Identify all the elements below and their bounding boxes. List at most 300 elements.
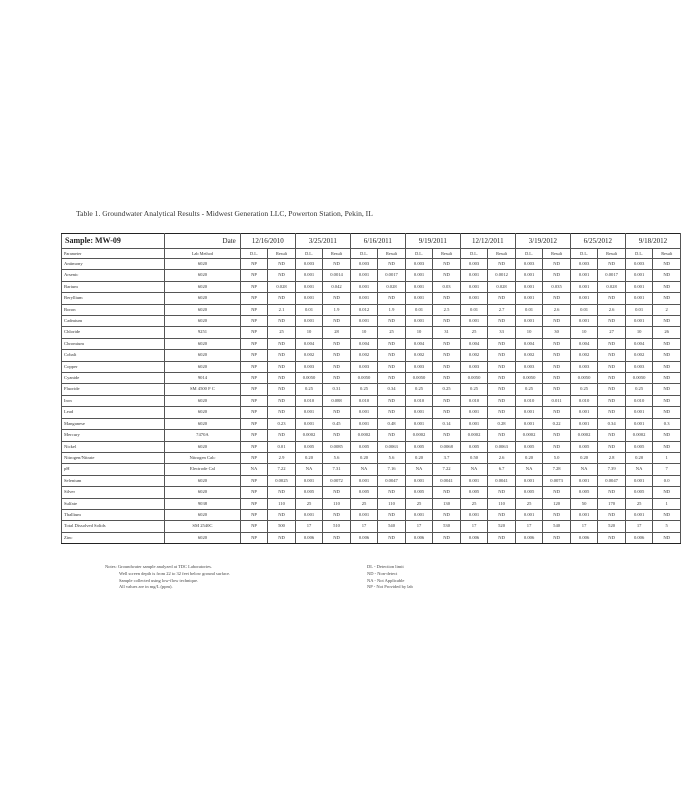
result-cell: ND: [598, 430, 626, 441]
result-cell: ND: [488, 509, 516, 520]
result-cell: ND: [268, 373, 296, 384]
dl-cell: 0.003: [295, 361, 323, 372]
dl-cell: 25: [460, 327, 488, 338]
result-cell: ND: [433, 270, 461, 281]
result-cell: ND: [653, 338, 681, 349]
dl-cell: NA: [460, 464, 488, 475]
dl-cell: 0.001: [515, 407, 543, 418]
dl-cell: NP: [240, 293, 268, 304]
result-cell: ND: [598, 293, 626, 304]
result-cell: ND: [653, 350, 681, 361]
dl-cell: 0.001: [570, 270, 598, 281]
table-row: [62, 475, 681, 486]
dl-cell: NP: [240, 270, 268, 281]
result-cell: 1: [653, 498, 681, 509]
dl-cell: 17: [625, 521, 653, 532]
result-cell: ND: [653, 293, 681, 304]
result-cell: ND: [488, 532, 516, 543]
dl-cell: 0.005: [350, 441, 378, 452]
parameter-cell: Cadmium: [62, 316, 165, 327]
result-cell: 520: [488, 521, 516, 532]
result-cell: 30: [543, 327, 571, 338]
dl-cell: NP: [240, 532, 268, 543]
dl-cell: 0.005: [350, 487, 378, 498]
legend-line: NP - Not Provided by lab: [367, 584, 413, 590]
result-cell: ND: [543, 532, 571, 543]
dl-cell: 25: [405, 498, 433, 509]
dl-cell: 0.001: [295, 418, 323, 429]
method-cell: SM 2540C: [165, 521, 241, 532]
dl-cell: 0.010: [625, 395, 653, 406]
result-cell: 1.9: [323, 304, 351, 315]
dl-cell: NP: [240, 361, 268, 372]
dl-cell: 0.0002: [625, 430, 653, 441]
dl-cell: 0.010: [570, 395, 598, 406]
table-row: [62, 373, 681, 384]
result-cell: 27: [598, 327, 626, 338]
result-cell: ND: [433, 509, 461, 520]
result-cell: 5.6: [323, 452, 351, 463]
result-cell: ND: [543, 270, 571, 281]
dl-cell: 0.001: [625, 293, 653, 304]
result-cell: 0.0085: [323, 441, 351, 452]
parameter-cell: Beryllium: [62, 293, 165, 304]
dl-cell: 0.006: [515, 532, 543, 543]
dl-cell: 0.005: [515, 441, 543, 452]
result-cell: ND: [323, 316, 351, 327]
dl-cell: 0.25: [570, 384, 598, 395]
dl-cell: 0.003: [405, 361, 433, 372]
result-cell: ND: [598, 407, 626, 418]
dl-cell: 0.003: [405, 259, 433, 270]
result-cell: ND: [543, 293, 571, 304]
result-cell: ND: [488, 384, 516, 395]
method-cell: 7470A: [165, 430, 241, 441]
result-cell: ND: [378, 395, 406, 406]
dl-cell: 0.001: [295, 475, 323, 486]
dl-cell: 0.001: [460, 293, 488, 304]
parameter-cell: Zinc: [62, 532, 165, 543]
result-cell: 0.0014: [323, 270, 351, 281]
parameter-cell: Nitrogen/Nitrate: [62, 452, 165, 463]
result-cell: 0.035: [543, 281, 571, 292]
dl-cell: 0.001: [515, 475, 543, 486]
result-cell: ND: [433, 361, 461, 372]
dl-cell: 0.001: [515, 281, 543, 292]
dl-cell: 0.01: [515, 304, 543, 315]
dl-cell: 0.006: [460, 532, 488, 543]
table-row: [62, 532, 681, 543]
result-cell: 1.9: [378, 304, 406, 315]
result-cell: 0.011: [543, 395, 571, 406]
result-cell: ND: [543, 350, 571, 361]
note-line: Sample collected using low-flow technique.: [119, 577, 199, 583]
dl-cell: 25: [295, 498, 323, 509]
dl-cell: 0.001: [295, 293, 323, 304]
dl-cell: 0.006: [350, 532, 378, 543]
result-cell: ND: [543, 316, 571, 327]
dl-cell: 0.002: [405, 350, 433, 361]
dl-cell: 0.004: [570, 338, 598, 349]
result-cell: 540: [543, 521, 571, 532]
dl-cell: 0.001: [625, 418, 653, 429]
result-cell: ND: [433, 430, 461, 441]
dl-cell: 0.001: [460, 418, 488, 429]
dl-cell: 0.003: [570, 259, 598, 270]
dl-cell: 0.005: [295, 487, 323, 498]
dl-cell: 0.002: [515, 350, 543, 361]
method-cell: 6020: [165, 316, 241, 327]
result-cell: 0.028: [488, 281, 516, 292]
result-cell: ND: [323, 373, 351, 384]
dl-cell: 0.0050: [295, 373, 323, 384]
table-row: [62, 452, 681, 463]
dl-cell: NP: [240, 327, 268, 338]
parameter-cell: Mercury: [62, 430, 165, 441]
dl-cell: 0.01: [625, 304, 653, 315]
dl-cell: 0.001: [405, 509, 433, 520]
dl-cell: 0.001: [295, 270, 323, 281]
date-header: 3/25/2011: [295, 234, 350, 249]
result-cell: 520: [598, 521, 626, 532]
dl-cell: 0.005: [625, 441, 653, 452]
dl-cell: 0.003: [625, 361, 653, 372]
result-cell: ND: [378, 487, 406, 498]
dl-cell: 0.005: [460, 441, 488, 452]
result-cell: ND: [653, 270, 681, 281]
result-cell: ND: [268, 407, 296, 418]
result-cell: 28: [323, 327, 351, 338]
result-cell: ND: [543, 430, 571, 441]
result-cell: 0.0041: [433, 475, 461, 486]
dl-cell: 0.001: [405, 475, 433, 486]
table-row: [62, 327, 681, 338]
method-cell: 6020: [165, 441, 241, 452]
parameter-cell: Silver: [62, 487, 165, 498]
table-row: [62, 407, 681, 418]
dl-header: D.L.: [570, 249, 598, 259]
table-row: [62, 498, 681, 509]
dl-cell: 0.002: [295, 350, 323, 361]
result-cell: ND: [543, 338, 571, 349]
dl-cell: 25: [515, 498, 543, 509]
dl-cell: 0.0002: [515, 430, 543, 441]
dl-cell: 0.012: [350, 304, 378, 315]
dl-cell: NA: [570, 464, 598, 475]
parameter-cell: Antimony: [62, 259, 165, 270]
table-row: [62, 270, 681, 281]
dl-cell: 17: [570, 521, 598, 532]
table-title: Table 1. Groundwater Analytical Results - Midwest Generation LLC, Powerton Station, Pekin, IL: [76, 209, 373, 218]
dl-cell: 0.20: [625, 452, 653, 463]
dl-cell: 0.005: [405, 441, 433, 452]
dl-cell: 0.001: [350, 418, 378, 429]
parameter-cell: Manganese: [62, 418, 165, 429]
dl-cell: 0.001: [625, 270, 653, 281]
parameter-cell: Copper: [62, 361, 165, 372]
result-cell: ND: [598, 509, 626, 520]
dl-cell: 25: [460, 498, 488, 509]
result-cell: 0.34: [598, 418, 626, 429]
result-cell: ND: [543, 373, 571, 384]
table-row: [62, 259, 681, 270]
parameter-cell: Thallium: [62, 509, 165, 520]
dl-cell: 0.0050: [625, 373, 653, 384]
result-cell: ND: [268, 384, 296, 395]
result-header: Result: [268, 249, 296, 259]
method-cell: 6020: [165, 407, 241, 418]
date-header: 6/25/2012: [570, 234, 625, 249]
dl-cell: 25: [350, 498, 378, 509]
dl-cell: 0.001: [625, 407, 653, 418]
result-cell: ND: [323, 509, 351, 520]
method-cell: 6020: [165, 475, 241, 486]
parameter-cell: Chromium: [62, 338, 165, 349]
result-cell: 0.0073: [543, 475, 571, 486]
result-cell: 5: [653, 521, 681, 532]
result-cell: ND: [378, 316, 406, 327]
parameter-cell: Selenium: [62, 475, 165, 486]
result-cell: ND: [323, 407, 351, 418]
result-cell: 7: [653, 464, 681, 475]
dl-cell: 0.001: [625, 281, 653, 292]
legend-line: DL - Detection limit: [367, 564, 404, 569]
result-cell: 0.0: [653, 475, 681, 486]
table-row: [62, 384, 681, 395]
result-cell: ND: [653, 259, 681, 270]
result-cell: ND: [268, 487, 296, 498]
result-cell: 0.25: [433, 384, 461, 395]
result-header: Result: [433, 249, 461, 259]
dl-cell: 0.005: [570, 441, 598, 452]
dl-cell: 0.001: [515, 418, 543, 429]
result-cell: ND: [488, 395, 516, 406]
result-cell: ND: [433, 373, 461, 384]
dl-cell: 0.0050: [405, 373, 433, 384]
dl-cell: NP: [240, 418, 268, 429]
dl-cell: 0.001: [515, 293, 543, 304]
dl-cell: 0.001: [570, 407, 598, 418]
dl-cell: 0.001: [350, 316, 378, 327]
result-cell: ND: [653, 395, 681, 406]
result-cell: 0.0012: [488, 270, 516, 281]
result-cell: 5.0: [543, 452, 571, 463]
result-cell: 2.9: [268, 452, 296, 463]
parameter-cell: Boron: [62, 304, 165, 315]
result-cell: 2.6: [488, 452, 516, 463]
dl-cell: 10: [625, 327, 653, 338]
dl-cell: NA: [405, 464, 433, 475]
dl-cell: 0.001: [570, 281, 598, 292]
result-cell: ND: [323, 361, 351, 372]
notes-right: [367, 564, 413, 591]
result-cell: 7.16: [378, 464, 406, 475]
result-cell: 0.45: [323, 418, 351, 429]
dl-cell: 0.001: [295, 407, 323, 418]
method-cell: 6020: [165, 350, 241, 361]
result-cell: 110: [488, 498, 516, 509]
dl-cell: 0.001: [295, 316, 323, 327]
dl-cell: 0.001: [625, 509, 653, 520]
dl-cell: 0.001: [350, 475, 378, 486]
dl-cell: 0.001: [625, 316, 653, 327]
result-cell: ND: [598, 316, 626, 327]
dl-cell: 0.002: [570, 350, 598, 361]
result-cell: 110: [268, 498, 296, 509]
note-line: Notes: Groundwater sample analyzed at TDC Laboratories.: [105, 564, 213, 569]
dl-cell: 0.25: [295, 384, 323, 395]
parameter-cell: Fluoride: [62, 384, 165, 395]
result-cell: ND: [433, 395, 461, 406]
method-cell: 9251: [165, 327, 241, 338]
dl-cell: 0.004: [625, 338, 653, 349]
date-header: 9/18/2012: [625, 234, 680, 249]
result-cell: 0.14: [433, 418, 461, 429]
dl-cell: NA: [240, 464, 268, 475]
dl-cell: 0.20: [570, 452, 598, 463]
result-cell: ND: [323, 430, 351, 441]
parameter-cell: Barium: [62, 281, 165, 292]
method-cell: 6020: [165, 338, 241, 349]
result-cell: 0.0063: [378, 441, 406, 452]
result-cell: ND: [323, 487, 351, 498]
dl-cell: 0.001: [405, 407, 433, 418]
dl-cell: 0.003: [350, 361, 378, 372]
dl-cell: NP: [240, 430, 268, 441]
result-cell: ND: [378, 338, 406, 349]
dl-cell: 0.004: [350, 338, 378, 349]
dl-cell: 0.25: [625, 384, 653, 395]
table-row: [62, 293, 681, 304]
dl-cell: 0.003: [350, 259, 378, 270]
result-cell: ND: [378, 430, 406, 441]
result-cell: ND: [653, 361, 681, 372]
dl-cell: 0.0002: [405, 430, 433, 441]
dl-cell: 0.005: [515, 487, 543, 498]
table-row: [62, 418, 681, 429]
result-cell: ND: [433, 338, 461, 349]
result-cell: 0.28: [488, 418, 516, 429]
date-label: Date: [165, 234, 241, 249]
method-cell: 6020: [165, 259, 241, 270]
method-cell: 6020: [165, 487, 241, 498]
dl-cell: 0.001: [350, 407, 378, 418]
dl-cell: 0.25: [460, 384, 488, 395]
dl-cell: NP: [240, 475, 268, 486]
result-cell: 7.31: [323, 464, 351, 475]
dl-cell: NP: [240, 509, 268, 520]
dl-cell: 0.002: [625, 350, 653, 361]
result-cell: ND: [488, 259, 516, 270]
result-cell: ND: [488, 338, 516, 349]
result-cell: 0.0047: [598, 475, 626, 486]
result-cell: ND: [433, 407, 461, 418]
dl-cell: 0.001: [570, 509, 598, 520]
result-cell: ND: [598, 487, 626, 498]
dl-cell: 0.001: [570, 475, 598, 486]
dl-cell: NP: [240, 407, 268, 418]
dl-cell: 10: [570, 327, 598, 338]
table-row: [62, 316, 681, 327]
result-cell: ND: [433, 293, 461, 304]
result-cell: 0.0041: [488, 475, 516, 486]
result-cell: ND: [268, 350, 296, 361]
parameter-cell: Cyanide: [62, 373, 165, 384]
dl-cell: 0.0002: [295, 430, 323, 441]
result-cell: ND: [378, 259, 406, 270]
result-cell: 5.6: [378, 452, 406, 463]
dl-cell: 0.002: [350, 350, 378, 361]
method-cell: 6020: [165, 270, 241, 281]
dl-cell: 0.004: [295, 338, 323, 349]
parameter-cell: Iron: [62, 395, 165, 406]
result-cell: 0.0017: [378, 270, 406, 281]
dl-cell: 0.01: [295, 304, 323, 315]
dl-cell: 0.20: [405, 452, 433, 463]
dl-cell: 0.004: [460, 338, 488, 349]
result-cell: 7.22: [433, 464, 461, 475]
result-cell: 2.7: [488, 304, 516, 315]
result-cell: ND: [268, 338, 296, 349]
result-cell: ND: [268, 395, 296, 406]
method-cell: 6020: [165, 509, 241, 520]
table-subheader-row: [62, 249, 681, 259]
method-cell: 6020: [165, 293, 241, 304]
dl-cell: 0.006: [570, 532, 598, 543]
result-cell: ND: [653, 281, 681, 292]
parameter-cell: Nickel: [62, 441, 165, 452]
result-cell: ND: [323, 338, 351, 349]
result-cell: 510: [323, 521, 351, 532]
dl-cell: 0.001: [295, 509, 323, 520]
dl-cell: 0.001: [460, 316, 488, 327]
method-header: Lab Method: [165, 249, 241, 259]
result-cell: ND: [653, 441, 681, 452]
dl-cell: 17: [515, 521, 543, 532]
result-cell: ND: [598, 361, 626, 372]
result-cell: ND: [543, 487, 571, 498]
result-cell: ND: [543, 441, 571, 452]
dl-cell: NP: [240, 395, 268, 406]
dl-cell: 0.005: [570, 487, 598, 498]
result-cell: 2.6: [543, 304, 571, 315]
dl-cell: 0.001: [350, 281, 378, 292]
result-cell: ND: [653, 430, 681, 441]
result-header: Result: [598, 249, 626, 259]
result-cell: 0.042: [323, 281, 351, 292]
result-cell: ND: [653, 407, 681, 418]
result-cell: ND: [378, 293, 406, 304]
dl-cell: 0.003: [515, 259, 543, 270]
date-header: 3/19/2012: [515, 234, 570, 249]
dl-cell: NP: [240, 259, 268, 270]
result-cell: 130: [433, 498, 461, 509]
dl-cell: NA: [350, 464, 378, 475]
method-cell: 9014: [165, 373, 241, 384]
dl-cell: 0.006: [405, 532, 433, 543]
dl-cell: 0.003: [460, 361, 488, 372]
result-cell: ND: [598, 395, 626, 406]
dl-cell: NP: [240, 498, 268, 509]
date-header: 12/12/2011: [460, 234, 515, 249]
result-cell: ND: [433, 316, 461, 327]
method-cell: SM 4500 F C: [165, 384, 241, 395]
dl-cell: NA: [295, 464, 323, 475]
dl-cell: 0.001: [570, 418, 598, 429]
result-cell: ND: [433, 532, 461, 543]
dl-cell: NP: [240, 373, 268, 384]
dl-cell: 50: [570, 498, 598, 509]
